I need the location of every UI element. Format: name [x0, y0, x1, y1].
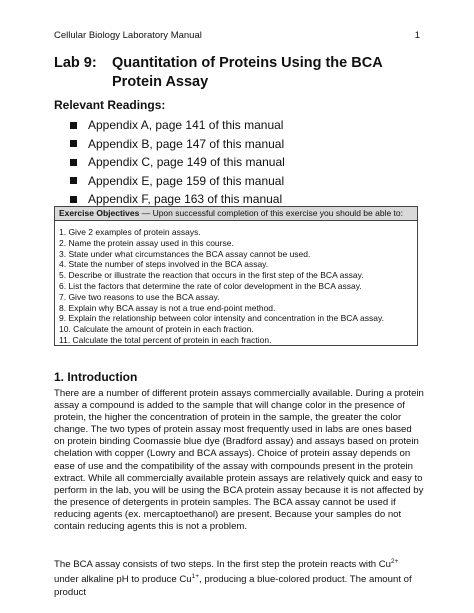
bullet-square-icon — [70, 159, 77, 166]
list-item: 2. Name the protein assay used in this course. — [59, 237, 234, 248]
page-header — [54, 30, 420, 41]
list-item: 3. State under what circumstances the BCA assay cannot be used. — [59, 248, 311, 259]
list-item: Appendix B, page 147 of this manual — [70, 135, 285, 154]
intro-paragraph-2: The BCA assay consists of two steps. In the first step the protein reacts with $Cu^{2+}$ under alkaline pH to produce $Cu^{1+}$, producing a blue-colored product. The amount of product — [54, 558, 412, 598]
bullet-square-icon — [70, 140, 77, 147]
lab-title — [54, 55, 412, 92]
list-item: 1. Give 2 examples of protein assays. — [59, 227, 201, 237]
list-item: 5. Describe or illustrate the reaction that occurs in the first step of the BCA assay. — [59, 270, 364, 281]
list-item: 8. Explain why BCA assay is not a true end-point method. — [59, 302, 276, 313]
lab-number: Lab 9: — [54, 55, 97, 71]
list-item: Appendix E, page 159 of this manual — [70, 172, 285, 191]
bullet-square-icon — [70, 122, 77, 129]
page-number: 1 — [414, 30, 420, 41]
manual-title: Cellular Biology Laboratory Manual — [54, 30, 202, 41]
readings-heading: Relevant Readings: — [54, 98, 166, 112]
objectives-heading: Exercise Objectives — Upon successful completion of this exercise you should be able to: — [55, 207, 417, 221]
readings-list — [70, 116, 285, 209]
objectives-box — [54, 206, 418, 346]
list-item: Appendix F, page 163 of this manual — [70, 190, 285, 209]
bullet-square-icon — [70, 177, 77, 184]
list-item: 7. Give two reasons to use the BCA assay. — [59, 291, 220, 302]
section-heading: 1. Introduction — [54, 370, 138, 384]
list-item: Appendix C, page 149 of this manual — [70, 153, 285, 172]
list-item: 11. Calculate the total percent of protein in each fraction. — [59, 334, 272, 345]
objectives-list — [55, 227, 417, 346]
lab-title-text: Quantitation of Proteins Using the BCA Protein Assay — [112, 55, 383, 90]
list-item: 10. Calculate the amount of protein in each fraction. — [59, 324, 254, 335]
list-item: 6. List the factors that determine the rate of color development in the BCA assay. — [59, 280, 362, 291]
list-item: 9. Explain the relationship between color intensity and concentration in the BCA assay. — [59, 313, 384, 324]
list-item: Appendix A, page 141 of this manual — [70, 116, 285, 135]
list-item: 4. State the number of steps involved in the BCA assay. — [59, 259, 269, 270]
bullet-square-icon — [70, 196, 77, 203]
intro-paragraph-1: There are a number of different protein assays commercially available. During a protein assay a compound is added to the sample that will change color in the presence of protein, the higher the concentration of protein in the sample, the greater the color change. The two types of protein assay most frequently used in labs are ones based on protein binding Coomassie blue dye (Bradford assay) and assays based on protein chelation with copper (Lowry and BCA assays). Choice of protein assay depends on ease of use and the compatibility of the assay with compounds present in the protein extract. While all commercially available protein assays are relatively quick and easy to perform in the lab, you will be using the BCA protein assay because it is not affected by the presence of detergents in protein samples. The BCA assay cannot be used if reducing agents (ex. mercaptoethanol) are present. Because your samples do not contain reducing agents this is not a problem. — [54, 388, 424, 533]
